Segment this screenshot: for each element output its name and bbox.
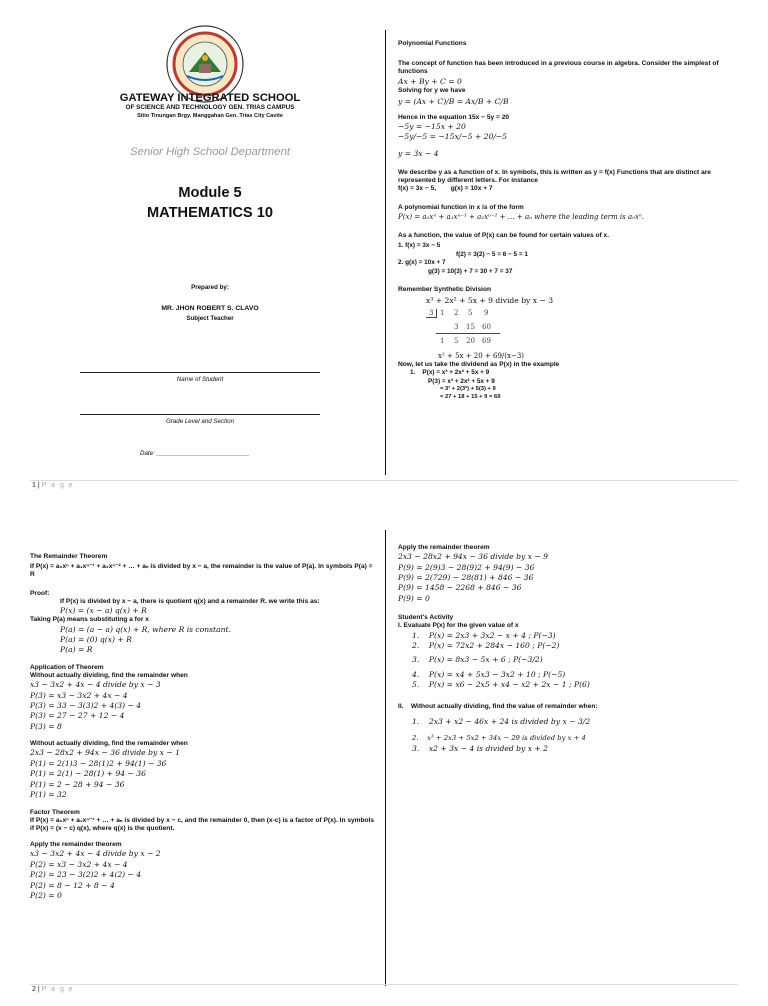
now-step-3: = 3³ + 2(3²) + 5(3) + 9 xyxy=(440,386,496,393)
right-column xyxy=(398,40,738,401)
page-number: 2 xyxy=(32,986,36,993)
hence-label: Hence in the equation 15x − 5y = 20 xyxy=(398,113,510,121)
synthetic-cell: 3 xyxy=(454,322,459,331)
activity-heading: Student's Activity xyxy=(398,614,454,622)
apply-label: Apply the remainder theorem xyxy=(398,544,490,551)
apply-step: P(9) = 0 xyxy=(398,593,430,603)
apply-step: P(2) = 23 − 3(2)2 + 4(2) − 4 xyxy=(30,870,142,880)
teacher-name: MR. JHON ROBERT S. CLAVO xyxy=(161,305,259,312)
module-title: Module 5 xyxy=(178,185,242,201)
school-address: Sitio Tinungan Brgy. Manggahan Gen. Trias City Cavite xyxy=(137,113,283,119)
part1-item: 2. P(x) = 72x2 + 284x − 160 ; P(−2) xyxy=(412,641,560,651)
prepared-by-label: Prepared by: xyxy=(191,284,229,291)
synthetic-cell: 15 xyxy=(466,322,475,331)
synthetic-cell: 1 xyxy=(440,308,445,317)
apply-step: P(2) = 0 xyxy=(30,890,62,900)
instance-text: f(x) = 3x − 5, g(x) = 10x + 7 xyxy=(398,185,493,193)
synthetic-rule xyxy=(436,333,500,334)
proof-sub: Taking P(a) means substituting a for x xyxy=(30,616,149,624)
remainder-heading: The Remainder Theorem xyxy=(30,553,108,560)
footer-rule xyxy=(30,984,738,985)
poly-def-label: A polynomial function in x is of the form xyxy=(398,203,524,211)
page-1 xyxy=(0,0,768,500)
remainder-text: If P(x) = a₀xⁿ + a₁xⁿ⁻¹ + a₂xⁿ⁻² + … + aₙ is divided by x − a, the remainder is the value of P(a). In symbols P(a) = R xyxy=(30,563,373,579)
page-label: P a g e xyxy=(41,986,75,993)
solving-label: Solving for y we have xyxy=(398,87,466,95)
page-number: 1 xyxy=(32,482,36,489)
column-divider xyxy=(385,30,386,475)
apply-step: 2x3 − 28x2 + 94x − 36 divide by x − 9 xyxy=(398,552,548,562)
school-subtitle: OF SCIENCE AND TECHNOLOGY GEN. TRIAS CAMPUS xyxy=(125,104,295,111)
describe-text: We describe y as a function of x. In symbols, this is written as y = f(x) Functions that are distinct are represented by different letters. For instance xyxy=(398,169,711,185)
name-line xyxy=(80,372,320,373)
app-step: P(3) = 8 xyxy=(30,721,62,731)
now-step-2: P(3) = x³ + 2x² + 5x + 9 xyxy=(428,377,495,385)
as-function-text: As a function, the value of P(x) can be found for certain values of x. xyxy=(398,232,610,240)
apply-step: P(2) = 8 − 12 + 8 − 4 xyxy=(30,880,115,890)
school-name: GATEWAY INTEGRATED SCHOOL xyxy=(119,92,301,104)
column-divider xyxy=(385,530,386,986)
factor-heading: Factor Theorem xyxy=(30,808,80,816)
synthetic-division-table xyxy=(426,307,738,351)
part1-item: 1. P(x) = 2x3 + 3x2 − x + 4 ; P(−3) xyxy=(412,630,556,640)
intro-text: The concept of function has been introduced in a previous course in algebra. Consider the simplest of functions xyxy=(398,60,719,76)
synthetic-cell: 69 xyxy=(482,336,491,345)
synthetic-cell: 5 xyxy=(454,336,459,345)
part1-label: I. Evaluate P(x) for the given value of x xyxy=(398,622,519,630)
synthetic-cell: 60 xyxy=(482,322,491,331)
name-of-student-label: Name of Student xyxy=(176,376,224,383)
apply-step: P(9) = 2(9)3 − 28(9)2 + 94(9) − 36 xyxy=(398,562,535,572)
synthetic-cell: 1 xyxy=(440,336,445,345)
page-2 xyxy=(0,500,768,1006)
synthetic-result: x² + 5x + 20 + 69/(x−3) xyxy=(438,351,525,360)
proof-eq-2: P(a) = (a − a) q(x) + R, where R is constant. xyxy=(60,624,231,634)
left-column xyxy=(30,553,375,901)
synthetic-heading: Remember Synthetic Division xyxy=(398,286,492,294)
part2-item: 2. x³ + 2x3 + 5x2 + 34x − 29 is divided by x + 4 xyxy=(412,734,586,743)
part1-item: 4. P(x) = x4 + 5x3 − 3x2 + 10 ; P(−5) xyxy=(412,669,566,679)
part2-item: 1. 2x3 + x2 − 46x + 24 is divided by x − 3/2 xyxy=(412,716,591,726)
proof-label: Proof: xyxy=(30,589,50,597)
footer-rule xyxy=(30,480,738,481)
poly-def-formula: P(x) = a₀xⁿ + a₁xⁿ⁻¹ + a₂xⁿ⁻² + … + aₙ where the leading term is a₀xⁿ. xyxy=(398,212,644,221)
app2-step: P(1) = 32 xyxy=(30,790,67,800)
example-2-eval: g(3) = 10(3) + 7 = 30 + 7 = 37 xyxy=(428,267,513,275)
polynomial-heading: Polynomial Functions xyxy=(398,40,467,47)
synthetic-problem: x³ + 2x² + 5x + 9 divide by x − 3 xyxy=(426,296,554,306)
example-2: 2. g(x) = 10x + 7 xyxy=(398,259,446,267)
apply-step: P(9) = 2(729) − 28(81) + 846 − 36 xyxy=(398,573,534,583)
hence-step-2: −5y/−5 = −15x/−5 + 20/−5 xyxy=(398,132,508,142)
synthetic-cell: 20 xyxy=(466,336,475,345)
teacher-role: Subject Teacher xyxy=(186,315,234,322)
app2-step: P(1) = 2(1) − 28(1) + 94 − 36 xyxy=(30,769,146,779)
synthetic-cell: 9 xyxy=(484,308,489,317)
part2-label: II. Without actually dividing, find the value of remainder when: xyxy=(398,702,598,710)
app2-text: Without actually dividing, find the remainder when xyxy=(30,740,188,748)
now-step-1: 1. P(x) = x³ + 2x² + 5x + 9 xyxy=(410,369,490,377)
hence-step-1: −5y = −15x + 20 xyxy=(398,121,466,131)
now-label: Now, let us take the dividend as P(x) in the example xyxy=(398,361,560,369)
part2-item: 3. x2 + 3x − 4 is divided by x + 2 xyxy=(412,743,549,753)
page-footer: 1 | P a g e xyxy=(32,482,75,489)
part1-item: 3. P(x) = 8x3 − 5x + 6 ; P(−3/2) xyxy=(412,655,543,665)
apply-step: P(9) = 1458 − 2268 + 846 − 36 xyxy=(398,583,522,593)
proof-eq-4: P(a) = R xyxy=(60,645,93,655)
proof-text: If P(x) is divided by x − a, there is quotient q(x) and a remainder R. we write this as: xyxy=(60,597,320,605)
app-step: P(3) = 27 − 27 + 12 − 4 xyxy=(30,711,125,721)
now-step-4: = 27 + 18 + 15 + 9 = 69 xyxy=(440,393,501,400)
subject-title: MATHEMATICS 10 xyxy=(147,205,273,221)
app-step: P(3) = x3 − 3x2 + 4x − 4 xyxy=(30,690,128,700)
proof-eq-1: P(x) = (x − a) q(x) + R xyxy=(60,606,147,616)
grade-level-label: Grade Level and Section xyxy=(165,418,235,425)
app-step: P(3) = 33 − 3(3)2 + 4(3) − 4 xyxy=(30,701,142,711)
proof-eq-3: P(a) = (0) q(x) + R xyxy=(60,635,132,645)
apply-label: Apply the remainder theorem xyxy=(30,841,122,849)
app2-step: 2x3 − 28x2 + 94x − 36 divide by x − 1 xyxy=(30,748,180,758)
department-label: Senior High School Department xyxy=(129,146,291,158)
example-1-eval: f(2) = 3(2) − 5 = 6 − 5 = 1 xyxy=(456,250,528,258)
app-text: Without actually dividing, find the remainder when xyxy=(30,672,188,680)
app2-step: P(1) = 2 − 28 + 94 − 36 xyxy=(30,779,125,789)
apply-step: P(2) = x3 − 3x2 + 4x − 4 xyxy=(30,859,128,869)
date-label: Date: ___________________________ xyxy=(140,450,250,457)
example-1: 1. f(x) = 3x − 5 xyxy=(398,242,441,250)
grade-line xyxy=(80,414,320,415)
synthetic-divisor: 3 xyxy=(426,309,437,318)
app-heading: Application of Theorem xyxy=(30,663,104,671)
factor-text: If P(x) = a₀xⁿ + a₁xⁿ⁻¹ + … + aₙ is divided by x − c, and the remainder 0, then (x-c) is a factor of P(x). In symbols if P(x) = (x − c) q(x), where q(x) is the quotient. xyxy=(30,816,375,832)
app-step: x3 − 3x2 + 4x − 4 divide by x − 3 xyxy=(30,680,161,690)
hence-step-3: y = 3x − 4 xyxy=(398,148,439,158)
app2-step: P(1) = 2(1)3 − 28(1)2 + 94(1) − 36 xyxy=(30,758,167,768)
solved-equation: y = (Ax + C)/B = Ax/B + C/B xyxy=(398,97,509,107)
general-equation: Ax + By + C = 0 xyxy=(398,76,462,86)
synthetic-cell: 5 xyxy=(468,308,473,317)
synthetic-cell: 2 xyxy=(454,308,459,317)
right-column xyxy=(398,544,738,754)
apply-step: x3 − 3x2 + 4x − 4 divide by x − 2 xyxy=(30,849,161,859)
page-label: P a g e xyxy=(41,482,75,489)
part1-item: 5. P(x) = x6 − 2x5 + x4 − x2 + 2x − 1 ; P(6) xyxy=(412,680,590,690)
page-footer: 2 | P a g e xyxy=(32,986,75,993)
